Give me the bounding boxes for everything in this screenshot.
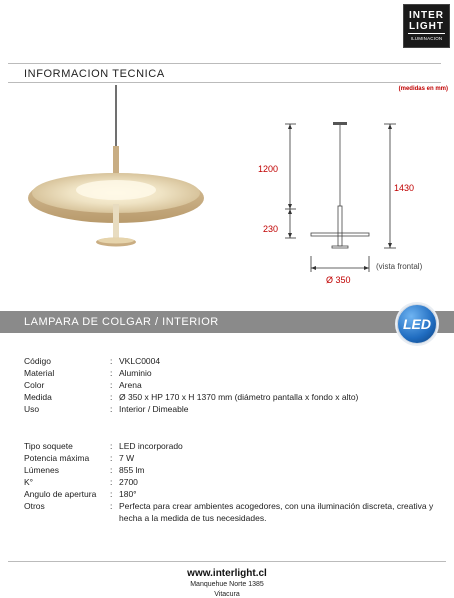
table-row	[24, 391, 439, 403]
logo-rule	[408, 33, 445, 34]
spec-key: Otros	[24, 501, 45, 511]
spec-key: Potencia máxima	[24, 453, 90, 463]
table-row	[24, 440, 439, 452]
table-row	[24, 355, 439, 367]
dim-label-diameter: Ø 350	[326, 275, 351, 285]
spec-sep: :	[110, 477, 113, 487]
logo-line-2: LIGHT	[409, 21, 444, 32]
lamp-image	[0, 80, 220, 270]
product-title-bar	[0, 311, 454, 333]
spec-sep: :	[110, 356, 113, 366]
spec-value: 180°	[119, 489, 137, 499]
logo-line-3: ILUMINACION	[410, 36, 443, 41]
spec-sep: :	[110, 465, 113, 475]
address-line-2: Vitacura	[214, 591, 240, 598]
brand-logo	[403, 4, 450, 48]
dim-label-top: 1200	[258, 164, 279, 174]
spec-key: Color	[24, 380, 45, 390]
spec-key: K°	[24, 477, 34, 487]
spec-value: Perfecta para crear ambientes acogedores, con una iluminación discreta, creativa y hecha a la medida de tus necesidades.	[119, 501, 434, 523]
units-note: (medidas en mm)	[398, 86, 448, 92]
spec-key: Lúmenes	[24, 465, 59, 475]
specs-table-lighting	[24, 440, 439, 524]
spec-sep: :	[110, 453, 113, 463]
table-row	[24, 452, 439, 464]
spec-value: Interior / Dimeable	[119, 404, 189, 414]
footer-rule	[8, 561, 446, 562]
logo-line-1: INTER	[409, 10, 444, 21]
spec-sep: :	[110, 441, 113, 451]
spec-sep: :	[110, 501, 113, 511]
led-badge-label: LED	[403, 316, 431, 332]
dimension-drawing	[240, 110, 450, 285]
spec-sep: :	[110, 368, 113, 378]
table-row	[24, 464, 439, 476]
spec-value: Ø 350 x HP 170 x H 1370 mm (diámetro pantalla x fondo x alto)	[119, 392, 359, 402]
product-title: LAMPARA DE COLGAR / INTERIOR	[24, 316, 219, 328]
spec-value: 7 W	[119, 453, 135, 463]
website-link[interactable]: www.interlight.cl	[187, 568, 267, 579]
header-top-rule	[8, 63, 441, 64]
spec-value: Aluminio	[119, 368, 152, 378]
dim-label-bottom: 230	[263, 224, 279, 234]
specs-table-general	[24, 355, 439, 415]
spec-key: Medida	[24, 392, 52, 402]
spec-key: Angulo de apertura	[24, 489, 97, 499]
spec-value: 855 lm	[119, 465, 145, 475]
table-row	[24, 379, 439, 391]
table-row	[24, 488, 439, 500]
spec-value: VKLC0004	[119, 356, 161, 366]
spec-sep: :	[110, 392, 113, 402]
table-row	[24, 476, 439, 488]
spec-key: Material	[24, 368, 55, 378]
spec-sep: :	[110, 489, 113, 499]
section-title: INFORMACION TECNICA	[24, 68, 165, 80]
table-row	[24, 500, 439, 524]
view-label: (vista frontal)	[376, 262, 423, 271]
spec-sep: :	[110, 404, 113, 414]
spec-value: 2700	[119, 477, 138, 487]
address-line-1: Manquehue Norte 1385	[190, 581, 264, 588]
spec-key: Código	[24, 356, 51, 366]
table-row	[24, 403, 439, 415]
spec-key: Tipo soquete	[24, 441, 73, 451]
dim-label-total: 1430	[394, 183, 415, 193]
table-row	[24, 367, 439, 379]
spec-value: LED incorporado	[119, 441, 183, 451]
spec-sep: :	[110, 380, 113, 390]
spec-value: Arena	[119, 380, 142, 390]
led-badge	[397, 304, 437, 344]
spec-key: Uso	[24, 404, 40, 414]
